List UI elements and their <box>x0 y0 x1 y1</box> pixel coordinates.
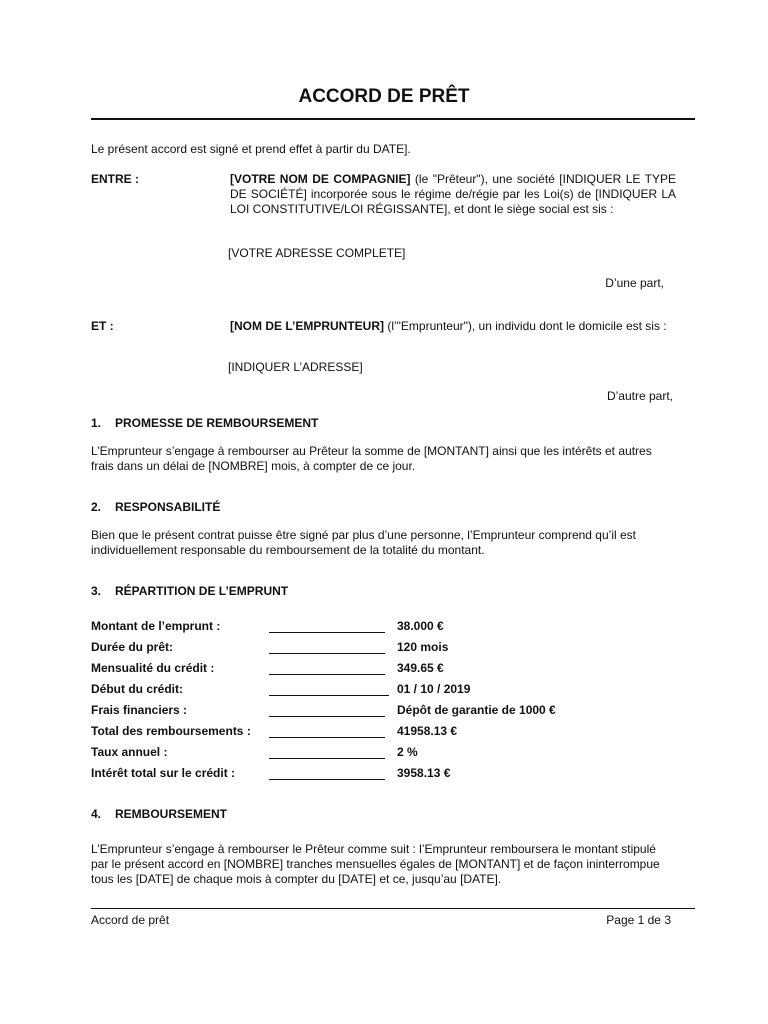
borrower-address: [INDIQUER L’ADRESSE] <box>228 360 363 374</box>
section-2-body: Bien que le présent contrat puisse être signé par plus d’une personne, l’Emprunteur comprend qu’il est individuellement responsable du remboursement de la totalité du montant. <box>91 528 636 557</box>
loan-row-total-interest <box>91 766 651 787</box>
document-title: ACCORD DE PRÊT <box>298 86 470 107</box>
section-1-heading <box>91 416 318 431</box>
fill-line <box>269 674 385 675</box>
lender-name: [VOTRE NOM DE COMPAGNIE] <box>230 172 411 186</box>
section-2-number: 2. <box>91 500 102 514</box>
footer-divider <box>91 908 695 909</box>
loan-row-value: 41958.13 € <box>397 724 458 738</box>
fill-line <box>269 716 385 717</box>
fill-line <box>269 779 385 780</box>
loan-row-label: Intérêt total sur le crédit : <box>91 766 236 780</box>
section-4-title: REMBOURSEMENT <box>115 807 228 821</box>
loan-row-value: 349.65 € <box>397 661 444 675</box>
loan-row-label: Total des remboursements : <box>91 724 251 738</box>
intro-paragraph: Le présent accord est signé et prend effet à partir du DATE]. <box>91 142 411 156</box>
loan-row-label: Taux annuel : <box>91 745 168 759</box>
section-2-heading <box>91 500 220 515</box>
loan-row-amount <box>91 619 651 640</box>
footer-page-number: Page 1 de 3 <box>606 913 671 927</box>
loan-row-duration <box>91 640 651 661</box>
section-3-heading <box>91 584 288 599</box>
loan-row-monthly-payment <box>91 661 651 682</box>
loan-row-label: Début du crédit: <box>91 682 183 696</box>
borrower-label: ET : <box>91 319 114 333</box>
borrower-description: (l’"Emprunteur"), un individu dont le domicile est sis : <box>384 319 667 333</box>
loan-row-start-date <box>91 682 651 703</box>
section-3-number: 3. <box>91 584 102 598</box>
lender-paragraph <box>230 172 676 217</box>
loan-row-total <box>91 724 651 745</box>
loan-row-value: 38.000 € <box>397 619 444 633</box>
loan-row-value: 3958.13 € <box>397 766 451 780</box>
fill-line <box>269 737 385 738</box>
loan-row-value: 01 / 10 / 2019 <box>397 682 471 696</box>
lender-closing: D’une part, <box>605 276 664 290</box>
fill-line <box>269 632 385 633</box>
loan-row-value: 2 % <box>397 745 418 759</box>
lender-description: (le "Prêteur"), une société [INDIQUER LE TYPE DE SOCIÉTÉ] incorporée sous le régime de/régie par les Loi(s) de [INDIQUER LA LOI CONSTITUTIVE/LOI RÉGISSANTE], et dont le siège social est sis : <box>230 172 676 216</box>
lender-address: [VOTRE ADRESSE COMPLETE] <box>228 246 406 260</box>
loan-row-label: Mensualité du crédit : <box>91 661 215 675</box>
section-4-body: L’Emprunteur s’engage à rembourser le Prêteur comme suit : l’Emprunteur remboursera le montant stipulé par le présent accord en [NOMBRE] tranches mensuelles égales de [MONTANT] et de façon ininterrompue tous les [DATE] de chaque mois à compter du [DATE] et ce, jusqu’au [DATE]. <box>91 842 660 886</box>
section-1-body: L’Emprunteur s’engage à rembourser au Prêteur la somme de [MONTANT] ainsi que les intérêts et autres frais dans un délai de [NOMBRE] mois, à compter de ce jour. <box>91 444 652 473</box>
loan-row-value: Dépôt de garantie de 1000 € <box>397 703 556 717</box>
borrower-closing: D’autre part, <box>606 389 673 403</box>
borrower-paragraph <box>230 319 680 334</box>
fill-line <box>269 653 385 654</box>
loan-row-value: 120 mois <box>397 640 449 654</box>
loan-breakdown-table <box>91 619 651 787</box>
borrower-name: [NOM DE L’EMPRUNTEUR] <box>230 319 384 333</box>
loan-row-label: Durée du prêt: <box>91 640 174 654</box>
section-2-title: RESPONSABILITÉ <box>115 500 221 514</box>
lender-label: ENTRE : <box>91 172 139 186</box>
section-4-number: 4. <box>91 807 102 821</box>
loan-row-fees <box>91 703 651 724</box>
loan-row-label: Frais financiers : <box>91 703 188 717</box>
section-4-heading <box>91 807 227 822</box>
fill-line <box>269 758 385 759</box>
footer-document-name: Accord de prêt <box>91 913 170 927</box>
title-divider <box>91 118 695 120</box>
section-1-title: PROMESSE DE REMBOURSEMENT <box>115 416 319 430</box>
section-3-title: RÉPARTITION DE L’EMPRUNT <box>115 584 289 598</box>
loan-row-annual-rate <box>91 745 651 766</box>
section-1-number: 1. <box>91 416 102 430</box>
loan-row-label: Montant de l’emprunt : <box>91 619 221 633</box>
fill-line <box>269 695 389 696</box>
